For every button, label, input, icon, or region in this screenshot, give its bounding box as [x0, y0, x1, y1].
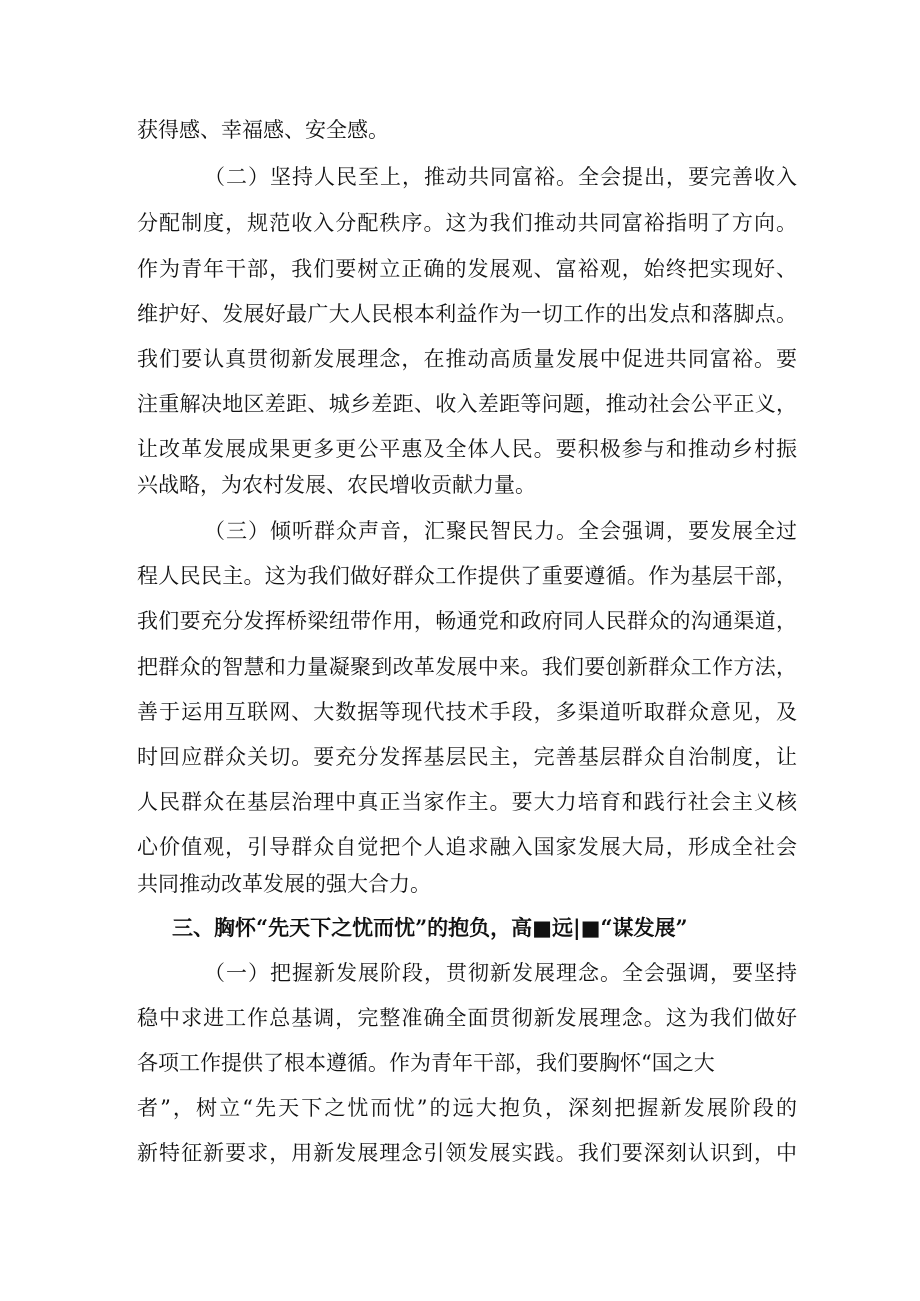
text-line: 分配制度，规范收入分配秩序。这为我们推动共同富裕指明了方向。	[137, 211, 797, 235]
text-line: 稳中求进工作总基调，完整准确全面贯彻新发展理念。这为我们做好	[137, 1006, 797, 1030]
text-line: 善于运用互联网、大数据等现代技术手段，多渠道听取群众意见，及	[137, 700, 797, 724]
section-heading: 三、胸怀“先天下之忧而忧”的抱负，高■远|■“谋发展”	[172, 915, 688, 940]
text-line: 共同推动改革发展的强大合力。	[137, 872, 431, 896]
text-line: 把群众的智慧和力量凝聚到改革发展中来。我们要创新群众工作方法，	[137, 655, 797, 679]
text-line: 我们要认真贯彻新发展理念，在推动高质量发展中促进共同富裕。要	[137, 347, 797, 371]
text-line: 者”，树立“先天下之忧而忧”的远大抱负，深刻把握新发展阶段的	[137, 1096, 797, 1120]
text-line: 让改革发展成果更多更公平惠及全体人民。要积极参与和推动乡村振	[137, 437, 797, 461]
text-line: 人民群众在基层治理中真正当家作主。要大力培育和践行社会主义核	[137, 790, 797, 814]
paragraph-line-indented: （三）倾听群众声音，汇聚民智民力。全会强调，要发展全过	[204, 519, 797, 543]
text-line: 心价值观，引导群众自觉把个人追求融入国家发展大局，形成全社会	[137, 835, 797, 859]
text-line: 时回应群众关切。要充分发挥基层民主，完善基层群众自治制度，让	[137, 745, 797, 769]
text-line: 获得感、幸福感、安全感。	[137, 118, 389, 142]
text-line: 程人民民主。这为我们做好群众工作提供了重要遵循。作为基层干部，	[137, 564, 797, 588]
text-line: 各项工作提供了根本遵循。作为青年干部，我们要胸怀“国之大	[137, 1051, 715, 1075]
text-line: 新特征新要求，用新发展理念引领发展实践。我们要深刻认识到，中	[137, 1141, 797, 1165]
text-line: 维护好、发展好最广大人民根本利益作为一切工作的出发点和落脚点。	[137, 302, 797, 326]
text-line: 兴战略，为农村发展、农民增收贡献力量。	[137, 473, 536, 497]
text-line: 我们要充分发挥桥梁纽带作用，畅通党和政府同人民群众的沟通渠道，	[137, 609, 797, 633]
paragraph-line-indented: （一）把握新发展阶段，贯彻新发展理念。全会强调，要坚持	[204, 961, 797, 985]
text-line: 注重解决地区差距、城乡差距、收入差距等问题，推动社会公平正义，	[137, 392, 797, 416]
text-line: 作为青年干部，我们要树立正确的发展观、富裕观，始终把实现好、	[137, 257, 797, 281]
paragraph-line-indented: （二）坚持人民至上，推动共同富裕。全会提出，要完善收入	[204, 165, 797, 189]
